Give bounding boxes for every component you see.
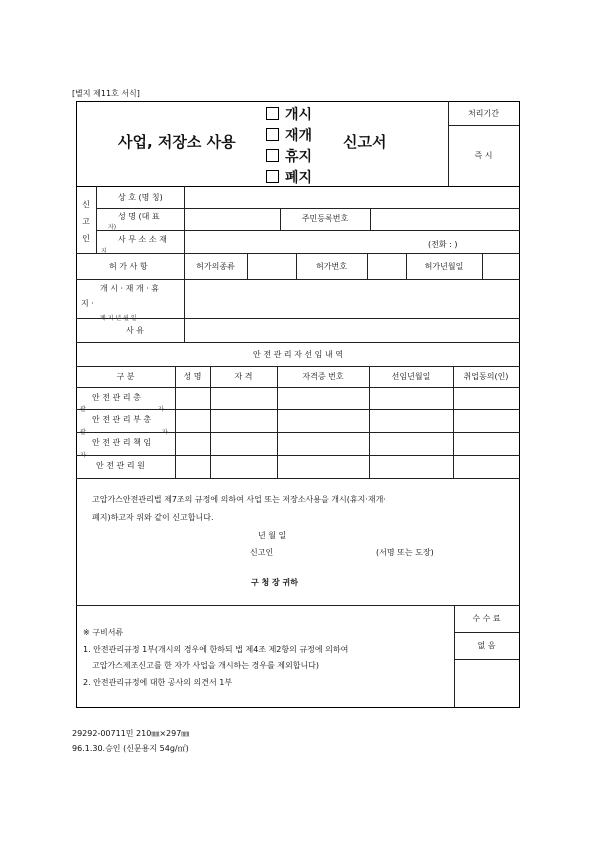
form-title-suffix: 신고서 xyxy=(343,133,387,151)
col-header-name: 성 명 xyxy=(183,372,202,381)
declarant-label: 신고인 xyxy=(250,548,274,557)
col-header-appointed-date: 선임년월일 xyxy=(391,372,431,381)
processing-period-label: 처리기간 xyxy=(468,109,499,118)
addressee: 구 청 장 귀하 xyxy=(251,578,298,587)
cut-off-glyph: 괄 xyxy=(80,406,86,413)
cut-off-glyph: 자 xyxy=(158,406,164,413)
signature-field: (서명 또는 도장) xyxy=(376,548,434,557)
permit-date-label: 허가년월일 xyxy=(424,262,464,271)
reason-label: 사 유 xyxy=(126,326,144,335)
document-item-1: 1. 안전관리규정 1부(개시의 경우에 한하되 법 제4조 제2항의 규정에 의하여 xyxy=(83,645,349,654)
col-header-division: 구 분 xyxy=(116,372,135,381)
cut-off-glyph: 지 xyxy=(101,248,107,255)
row-chief-manager: 안 전 관 리 총 xyxy=(92,393,141,402)
fee-label: 수 수 료 xyxy=(472,614,501,623)
footer-approval: 96.1.30.승인 (신문용지 54g/㎡) xyxy=(72,744,189,753)
checkbox-icon xyxy=(266,128,279,141)
applicant-side-label: 신 고 인 xyxy=(82,200,90,243)
trade-name-label: 상 호 (명 칭) xyxy=(118,193,163,202)
manager-section-title: 안 전 관 리 자 선 임 내 역 xyxy=(253,350,343,359)
processing-period-value: 즉 시 xyxy=(474,151,493,160)
document-item-1-cont: 고압가스제조신고를 한 자가 사업을 개시하는 경우를 제외합니다) xyxy=(92,661,320,670)
checkbox-icon xyxy=(266,149,279,162)
declaration-date: 년 월 일 xyxy=(258,531,287,540)
rrn-label: 주민등록번호 xyxy=(301,214,349,223)
form-label: [별지 제11호 서식] xyxy=(72,89,140,98)
title-options xyxy=(266,105,312,189)
period-label: 개 시 · 재 개 · 휴 xyxy=(100,284,159,293)
permit-number-label: 허가번호 xyxy=(316,262,347,271)
permit-type-label: 허가의종류 xyxy=(196,262,235,271)
col-header-qualification: 자 격 xyxy=(234,372,253,381)
phone-field: (전화 : ) xyxy=(428,240,458,249)
option-open: 개시 xyxy=(266,105,312,126)
col-header-cert-number: 자격증 번호 xyxy=(302,372,344,381)
row-responsible-manager: 안 전 관 리 책 임 xyxy=(92,438,152,447)
documents-header: ※ 구비서류 xyxy=(83,628,124,637)
office-address-label: 사 무 소 소 재 xyxy=(118,235,167,244)
permit-label: 허 가 사 항 xyxy=(109,262,148,271)
declaration-text-2: 폐지)하고자 위와 같이 신고합니다. xyxy=(92,513,214,522)
cut-off-glyph: 폐 지 년 월 일 xyxy=(100,315,137,322)
option-resume: 재개 xyxy=(266,126,312,147)
period-label-cont: 지 · xyxy=(81,299,94,308)
row-deputy-manager: 안 전 관 리 부 총 xyxy=(92,415,152,424)
cut-off-glyph: 자) xyxy=(108,224,117,231)
cut-off-glyph: 자 xyxy=(162,429,168,436)
cut-off-glyph: 자 xyxy=(80,452,86,459)
document-item-2: 2. 안전관리규정에 대한 공사의 의견서 1부 xyxy=(83,678,233,687)
option-suspend: 휴지 xyxy=(266,147,312,168)
cut-off-glyph: 괄 xyxy=(80,429,86,436)
footer-form-number: 29292-00711민 210㎜×297㎜ xyxy=(72,729,190,738)
checkbox-icon xyxy=(266,170,279,183)
checkbox-icon xyxy=(266,107,279,120)
row-safety-manager: 안 전 관 리 원 xyxy=(96,461,145,470)
representative-name-label: 성 명 (대 표 xyxy=(118,212,160,221)
form-title: 사업, 저장소 사용 xyxy=(118,133,236,151)
option-close: 폐지 xyxy=(266,168,312,189)
fee-value: 없 음 xyxy=(477,641,496,650)
declaration-text-1: 고압가스안전관리법 제7조의 규정에 의하여 사업 또는 저장소사용을 개시(휴지·재개· xyxy=(92,495,386,504)
col-header-consent: 취업동의(인) xyxy=(463,372,509,381)
